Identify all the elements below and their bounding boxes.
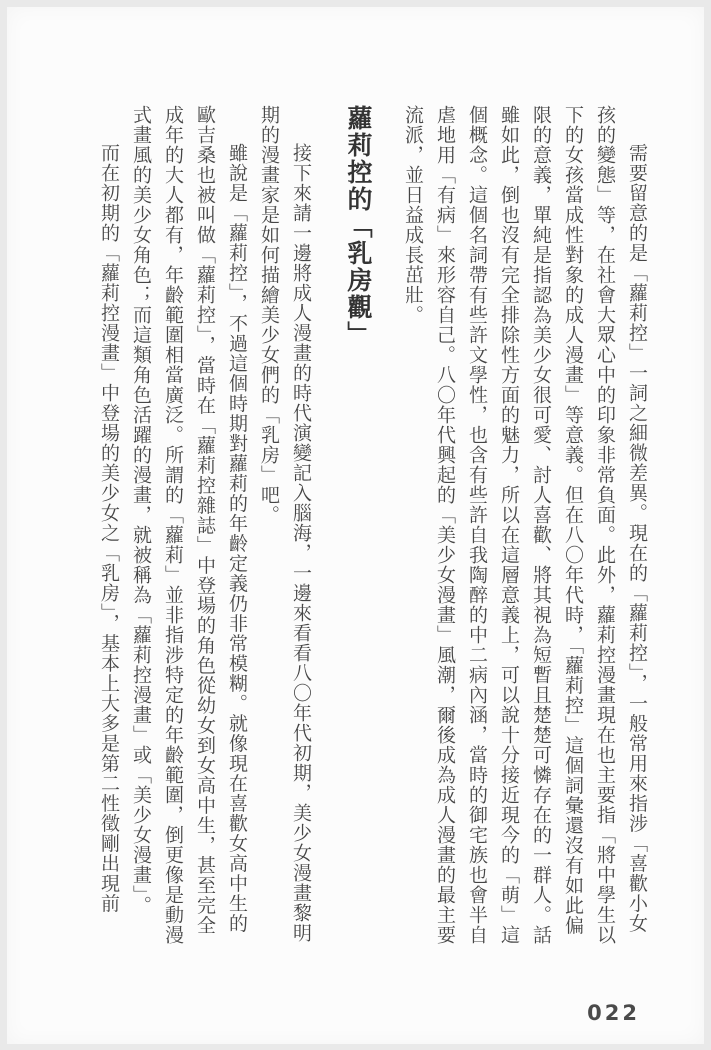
section-heading: 蘿莉控的「乳房觀」 xyxy=(344,105,372,348)
paragraph-loli-age-definition: 雖說是「蘿莉控」，不過這個時期對蘿莉的年齡定義仍非常模糊。就像現在喜歡女高中生的歐吉桑也被叫做「蘿莉控」，當時在「蘿莉控雜誌」中登場的角色從幼女到女高中生，甚至完全成年的大人都有，年齡範圍相當廣泛。所謂的「蘿莉」並非指涉特定的年齡範圍，倒更像是動漫式畫風的美少女角色；而這類角色活躍的漫畫，就被稱為「蘿莉控漫畫」或「美少女漫畫」。 xyxy=(130,105,247,945)
book-page xyxy=(7,7,704,1044)
paragraph-breast-depiction-intro: 接下來請一邊將成人漫畫的時代演變記入腦海，一邊來看看八〇年代初期，美少女漫畫黎明期的漫畫家是如何描繪美少女們的「乳房」吧。 xyxy=(258,105,311,943)
paragraph-early-loli-manga-breasts: 而在初期的「蘿莉控漫畫」中登場的美少女之「乳房」，基本上大多是第二性徵剛出現前 xyxy=(98,143,119,914)
paragraph-lolicon-term-nuance: 需要留意的是「蘿莉控」一詞之細微差異。現在的「蘿莉控」，一般常用來指涉「喜歡小女孩的變態」等，在社會大眾心中的印象非常負面。此外，蘿莉控漫畫現在也主要指「將中學生以下的女孩當成性對象的成人漫畫」等意義。但在八〇年代時，「蘿莉控」這個詞彙還沒有如此偏限的意義，單純是指認為美少女很可愛、討人喜歡、將其視為短暫且楚楚可憐存在的一群人。話雖如此，倒也沒有完全排除性方面的魅力，所以在這層意義上，可以說十分接近現今的「萌」這個概念。這個名詞帶有些許文學性，也含有些許自我陶醉的中二病內涵，當時的御宅族也會半自虐地用「有病」來形容自己。八〇年代興起的「美少女漫畫」風潮，爾後成為成人漫畫的最主要流派，並日益成長茁壯。 xyxy=(402,105,647,945)
page-number: 022 xyxy=(587,1001,640,1025)
article-text-block xyxy=(92,105,652,947)
